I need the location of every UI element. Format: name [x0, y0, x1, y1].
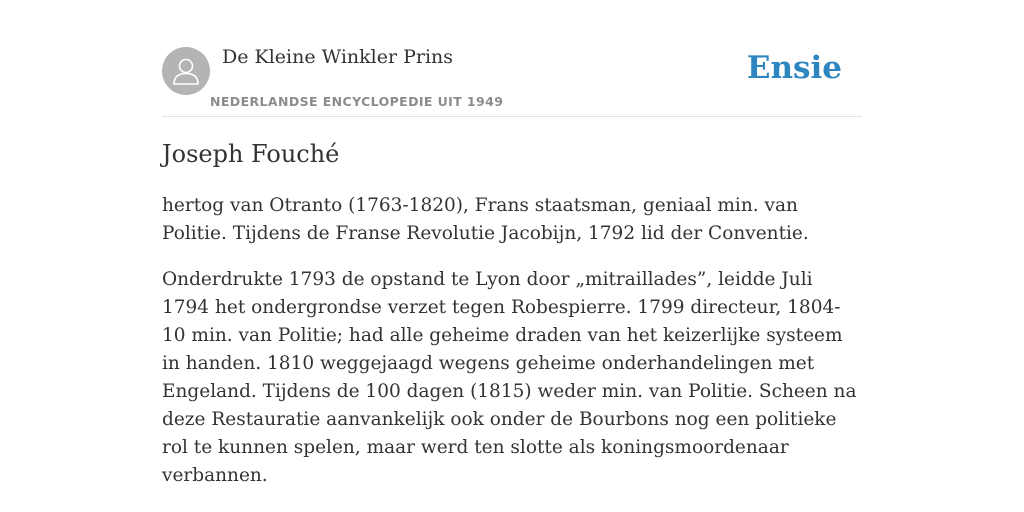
page: [162, 0, 862, 486]
article-paragraph: hertog van Otranto (1763-1820), Frans staatsman, geniaal min. van Politie. Tijdens de Franse Revolutie Jacobijn, 1792 lid der Conventie.: [162, 195, 809, 244]
brand-logo[interactable]: Ensie: [746, 50, 842, 86]
article-paragraph: Onderdrukte 1793 de opstand te Lyon door „mitraillades”, leidde Juli 1794 het ondergrondse verzet tegen Robespierre. 1799 directeur, 1804-10 min. van Politie; had alle geheime draden van het keizerlijke systeem in handen. 1810 weggejaagd wegens geheime onderhandelingen met Engeland. Tijdens de 100 dagen (1815) weder min. van Politie. Scheen na deze Restauratie aanvankelijk ook onder de Bourbons nog een politieke rol te kunnen spelen, maar werd ten slotte als koningsmoordenaar verbannen.: [162, 269, 857, 486]
author-subtitle: NEDERLANDSE ENCYCLOPEDIE UIT 1949: [210, 94, 504, 109]
article-body: [162, 192, 862, 508]
header: [162, 0, 862, 117]
user-icon: [162, 47, 210, 95]
avatar[interactable]: [162, 47, 210, 95]
author-name[interactable]: De Kleine Winkler Prins: [222, 46, 454, 68]
article-title: Joseph Fouché: [162, 140, 340, 168]
